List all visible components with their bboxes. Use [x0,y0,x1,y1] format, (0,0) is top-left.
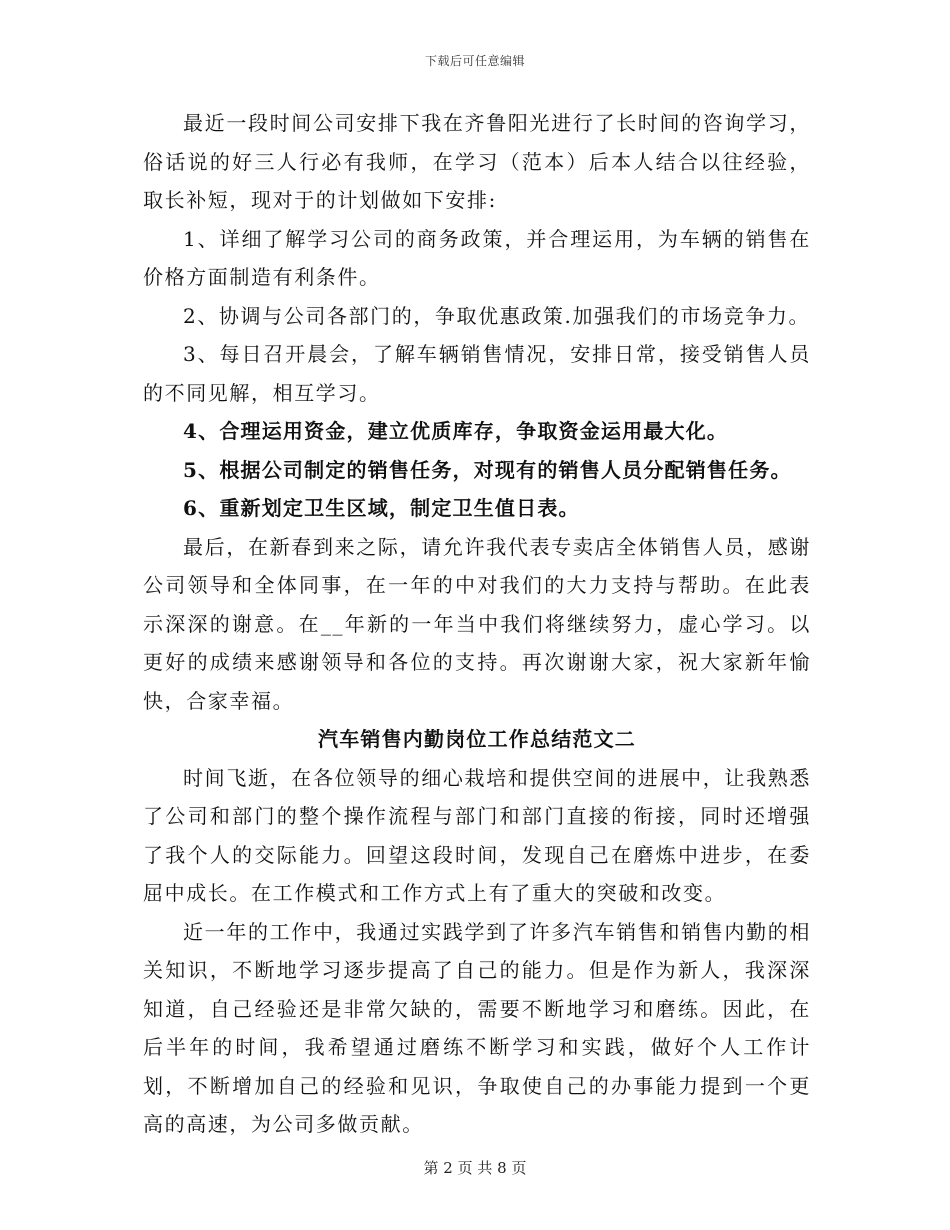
page-footer: 第 2 页 共 8 页 [423,1159,527,1177]
paragraph-intro: 最近一段时间公司安排下我在齐鲁阳光进行了长时间的咨询学习，俗话说的好三人行必有我师，在学习（范本）后本人结合以往经验，取长补短，现对于的计划做如下安排: [143,111,811,212]
section-title: 汽车销售内勤岗位工作总结范文二 [318,727,636,751]
document-body [143,104,811,1144]
plan-item-1: 1、详细了解学习公司的商务政策，并合理运用，为车辆的销售在价格方面制造有利条件。 [143,226,811,289]
plan-item-2: 2、协调与公司各部门的，争取优惠政策.加强我们的市场竞争力。 [183,303,811,328]
plan-item-3: 3、每日召开晨会，了解车辆销售情况，安排日常，接受销售人员的不同见解，相互学习。 [143,342,811,405]
plan-item-4: 4、合理运用资金，建立优质库存，争取资金运用最大化。 [183,419,729,443]
plan-item-6: 6、重新划定卫生区域，制定卫生值日表。 [183,496,580,520]
plan-item-5: 5、根据公司制定的销售任务，对现有的销售人员分配销售任务。 [183,457,792,482]
paragraph-summary-2: 近一年的工作中，我通过实践学到了许多汽车销售和销售内勤的相关知识，不断地学习逐步提高了自己的能力。但是作为新人，我深深知道，自己经验还是非常欠缺的，需要不断地学习和磨练。因此，在后半年的时间，我希望通过磨练不断学习和实践，做好个人工作计划，不断增加自己的经验和见识，争取使自己的办事能力提到一个更高的高速，为公司多做贡献。 [143,919,811,1136]
paragraph-summary-1: 时间飞逝，在各位领导的细心栽培和提供空间的进展中，让我熟悉了公司和部门的整个操作流程与部门和部门直接的衔接，同时还增强了我个人的交际能力。回望这段时间，发现自己在磨炼中进步，在委屈中成长。在工作模式和工作方式上有了重大的突破和改变。 [143,765,811,905]
paragraph-closing: 最后，在新春到来之际，请允许我代表专卖店全体销售人员，感谢公司领导和全体同事，在一年的中对我们的大力支持与帮助。在此表示深深的谢意。在__年新的一年当中我们将继续努力，虚心学习。以更好的成绩来感谢领导和各位的支持。再次谢谢大家，祝大家新年愉快，合家幸福。 [143,534,811,713]
page-header: 下载后可任意编辑 [424,54,525,68]
